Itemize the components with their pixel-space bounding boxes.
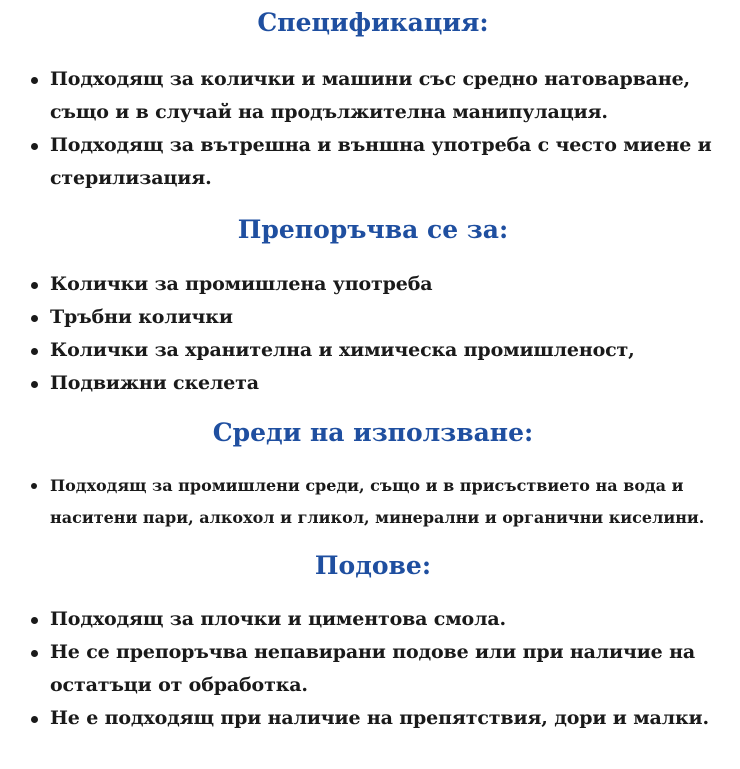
list-item: Колички за хранителна и химическа промишленост, xyxy=(50,334,722,367)
list-item: Подходящ за колички и машини със средно натоварване, също и в случай на продължителна манипулация. xyxy=(50,63,722,129)
floors-list xyxy=(24,603,722,735)
list-item: Колички за промишлена употреба xyxy=(50,268,722,301)
specification-list xyxy=(24,63,722,195)
list-item: Подходящ за вътрешна и външна употреба с често миене и стерилизация. xyxy=(50,129,722,195)
list-item: Тръбни колички xyxy=(50,301,722,334)
section-title-specification: Спецификация: xyxy=(257,8,489,37)
list-item: Не е подходящ при наличие на препятствия, дори и малки. xyxy=(50,702,722,735)
list-item: Подходящ за плочки и циментова смола. xyxy=(50,603,722,636)
section-title-floors: Подове: xyxy=(314,551,432,580)
section-title-recommended-for: Препоръчва се за: xyxy=(237,215,509,244)
recommended-for-list xyxy=(24,268,722,400)
list-item: Подвижни скелета xyxy=(50,367,722,400)
list-item: Подходящ за промишлени среди, също и в присъствието на вода и наситени пари, алкохол и гликол, минерални и органични киселини. xyxy=(50,470,722,534)
section-title-environments: Среди на използване: xyxy=(212,418,534,447)
environments-list xyxy=(24,470,722,534)
list-item: Не се препоръчва непавирани подове или при наличие на остатъци от обработка. xyxy=(50,636,722,702)
